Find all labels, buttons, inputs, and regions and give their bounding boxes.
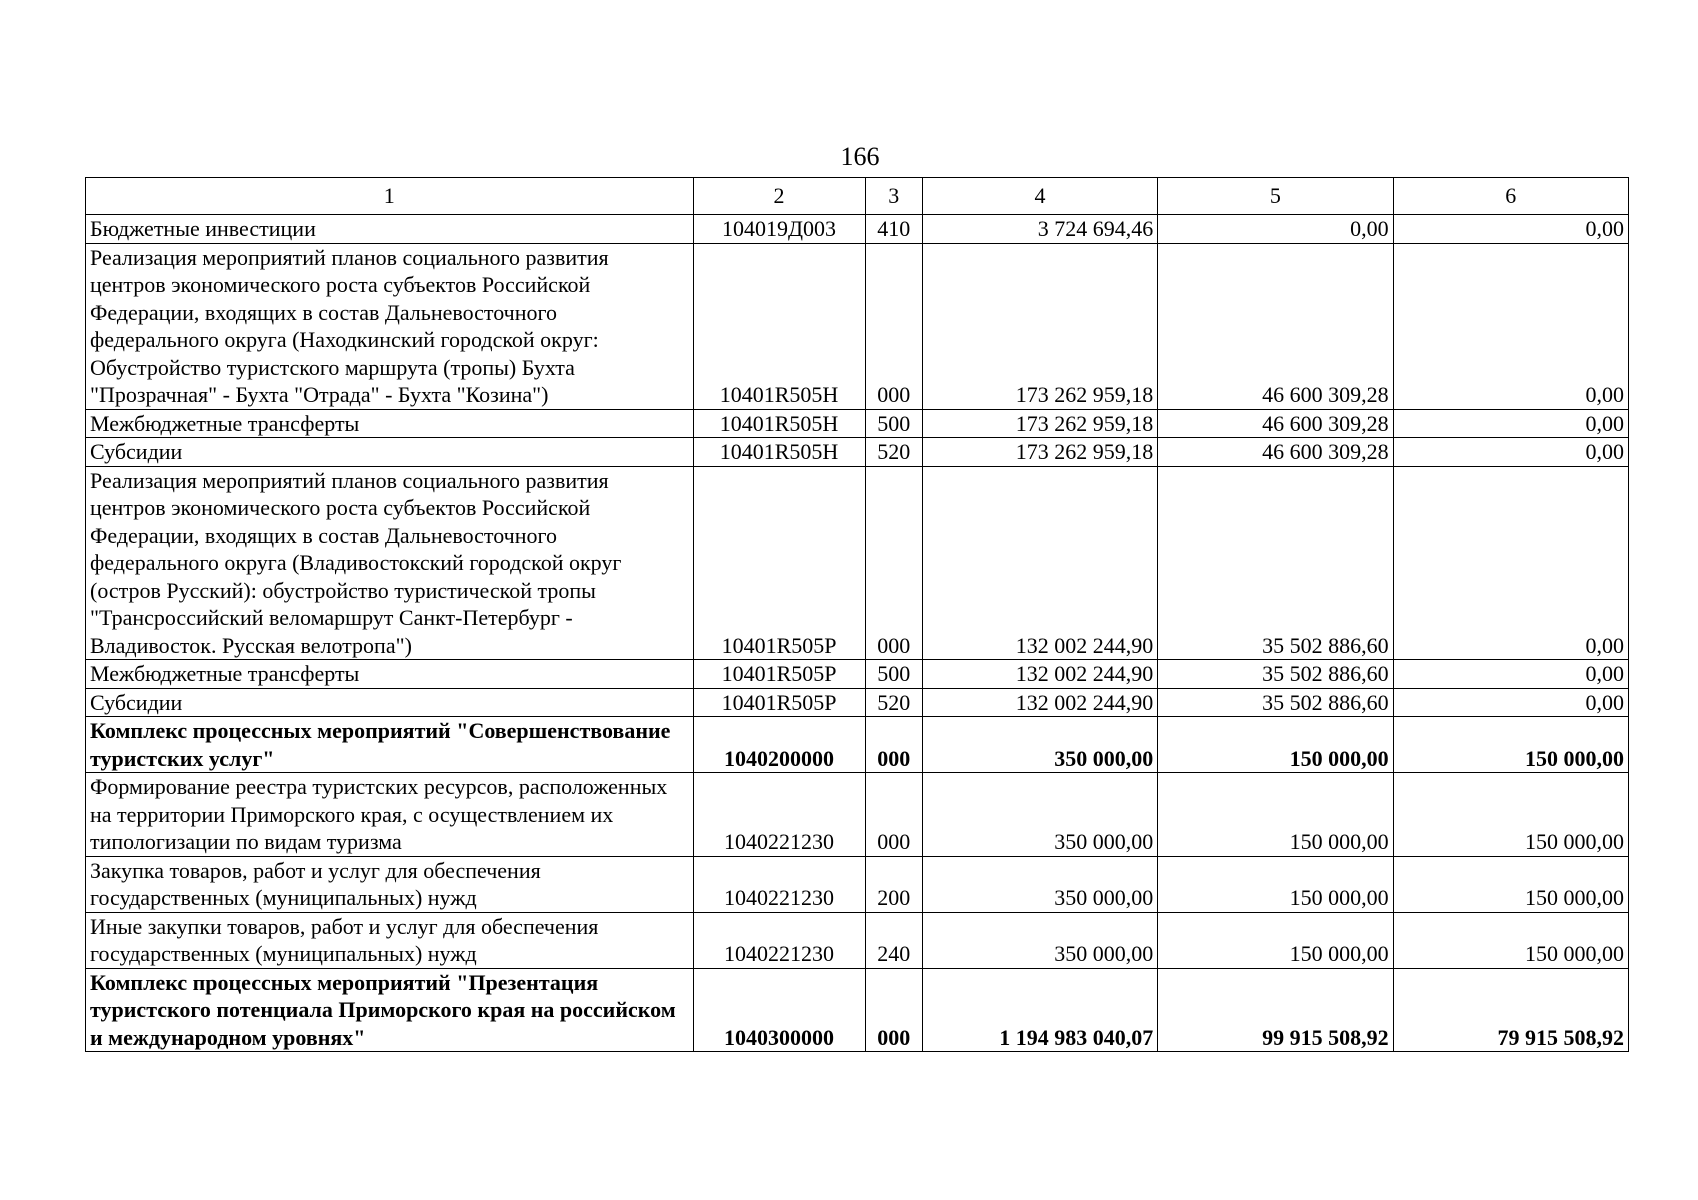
row-value-col5: 46 600 309,28 (1158, 409, 1393, 438)
row-value-col4: 173 262 959,18 (922, 438, 1157, 467)
table-row (86, 660, 1629, 689)
row-value-col5: 0,00 (1158, 215, 1393, 244)
row-code-cell: 10401R505P (693, 688, 865, 717)
row-value-col4: 132 002 244,90 (922, 660, 1157, 689)
row-type-cell: 000 (865, 773, 922, 857)
table-row (86, 968, 1629, 1052)
row-type-cell: 200 (865, 856, 922, 912)
row-type-cell: 410 (865, 215, 922, 244)
row-value-col4: 350 000,00 (922, 773, 1157, 857)
row-name-cell: Формирование реестра туристских ресурсов, расположенных на территории Приморского края, с осуществлением их типологизации по видам туризма (86, 773, 694, 857)
row-code-cell: 10401R505H (693, 243, 865, 409)
row-code-cell: 10401R505P (693, 466, 865, 660)
table-row (86, 912, 1629, 968)
row-value-col6: 0,00 (1393, 215, 1628, 244)
table-row (86, 773, 1629, 857)
row-name-cell: Субсидии (86, 688, 694, 717)
row-name-cell: Межбюджетные трансферты (86, 409, 694, 438)
row-code-cell: 1040200000 (693, 717, 865, 773)
table-row (86, 466, 1629, 660)
row-value-col6: 150 000,00 (1393, 773, 1628, 857)
row-value-col6: 0,00 (1393, 438, 1628, 467)
column-header-row (86, 178, 1629, 215)
row-value-col6: 0,00 (1393, 660, 1628, 689)
row-value-col5: 99 915 508,92 (1158, 968, 1393, 1052)
row-name-cell: Закупка товаров, работ и услуг для обеспечения государственных (муниципальных) нужд (86, 856, 694, 912)
row-type-cell: 000 (865, 717, 922, 773)
table-row (86, 717, 1629, 773)
row-code-cell: 1040300000 (693, 968, 865, 1052)
row-value-col4: 173 262 959,18 (922, 409, 1157, 438)
column-header: 2 (693, 178, 865, 215)
row-value-col5: 46 600 309,28 (1158, 243, 1393, 409)
row-code-cell: 1040221230 (693, 912, 865, 968)
row-code-cell: 104019Д003 (693, 215, 865, 244)
row-name-cell: Комплекс процессных мероприятий "Презентация туристского потенциала Приморского края на российском и международном уровнях" (86, 968, 694, 1052)
row-value-col4: 350 000,00 (922, 856, 1157, 912)
row-name-cell: Иные закупки товаров, работ и услуг для обеспечения государственных (муниципальных) нужд (86, 912, 694, 968)
row-code-cell: 1040221230 (693, 773, 865, 857)
column-header: 1 (86, 178, 694, 215)
column-header: 4 (922, 178, 1157, 215)
row-value-col6: 150 000,00 (1393, 717, 1628, 773)
row-type-cell: 520 (865, 438, 922, 467)
row-name-cell: Субсидии (86, 438, 694, 467)
row-value-col5: 35 502 886,60 (1158, 660, 1393, 689)
row-value-col4: 132 002 244,90 (922, 688, 1157, 717)
row-value-col6: 150 000,00 (1393, 856, 1628, 912)
row-name-cell: Бюджетные инвестиции (86, 215, 694, 244)
table-row (86, 243, 1629, 409)
row-value-col5: 150 000,00 (1158, 717, 1393, 773)
row-value-col6: 79 915 508,92 (1393, 968, 1628, 1052)
row-type-cell: 000 (865, 466, 922, 660)
row-code-cell: 10401R505P (693, 660, 865, 689)
row-value-col4: 350 000,00 (922, 717, 1157, 773)
row-type-cell: 500 (865, 660, 922, 689)
table-row (86, 856, 1629, 912)
row-name-cell: Реализация мероприятий планов социального развития центров экономического роста субъектов Российской Федерации, входящих в состав Дальневосточного федерального округа (Находкинский городской округ: Обустройство туристского маршрута (тропы) Бухта "Прозрачная" - Бухта "Отрада" - Бухта "Козина") (86, 243, 694, 409)
row-type-cell: 240 (865, 912, 922, 968)
page-number: 166 (840, 142, 880, 171)
row-name-cell: Комплекс процессных мероприятий "Совершенствование туристских услуг" (86, 717, 694, 773)
column-header: 3 (865, 178, 922, 215)
row-type-cell: 000 (865, 968, 922, 1052)
table-row (86, 438, 1629, 467)
table-row (86, 688, 1629, 717)
row-value-col4: 1 194 983 040,07 (922, 968, 1157, 1052)
row-value-col6: 0,00 (1393, 466, 1628, 660)
row-value-col6: 150 000,00 (1393, 912, 1628, 968)
row-value-col6: 0,00 (1393, 409, 1628, 438)
row-value-col5: 150 000,00 (1158, 912, 1393, 968)
row-value-col6: 0,00 (1393, 688, 1628, 717)
row-value-col4: 350 000,00 (922, 912, 1157, 968)
row-type-cell: 520 (865, 688, 922, 717)
row-name-cell: Межбюджетные трансферты (86, 660, 694, 689)
row-value-col5: 46 600 309,28 (1158, 438, 1393, 467)
row-value-col4: 3 724 694,46 (922, 215, 1157, 244)
row-value-col6: 0,00 (1393, 243, 1628, 409)
column-header: 5 (1158, 178, 1393, 215)
row-value-col5: 150 000,00 (1158, 773, 1393, 857)
row-name-cell: Реализация мероприятий планов социального развития центров экономического роста субъектов Российской Федерации, входящих в состав Дальневосточного федерального округа (Владивостокский городской округ (остров Русский): обустройство туристической тропы "Трансроссийский веломаршрут Санкт-Петербург - Владивосток. Русская велотропа") (86, 466, 694, 660)
row-value-col5: 35 502 886,60 (1158, 688, 1393, 717)
row-code-cell: 1040221230 (693, 856, 865, 912)
row-code-cell: 10401R505H (693, 409, 865, 438)
row-value-col5: 35 502 886,60 (1158, 466, 1393, 660)
row-value-col5: 150 000,00 (1158, 856, 1393, 912)
row-type-cell: 500 (865, 409, 922, 438)
row-code-cell: 10401R505H (693, 438, 865, 467)
budget-table (85, 177, 1629, 1052)
table-row (86, 409, 1629, 438)
column-header: 6 (1393, 178, 1628, 215)
row-value-col4: 173 262 959,18 (922, 243, 1157, 409)
row-type-cell: 000 (865, 243, 922, 409)
table-row (86, 215, 1629, 244)
row-value-col4: 132 002 244,90 (922, 466, 1157, 660)
